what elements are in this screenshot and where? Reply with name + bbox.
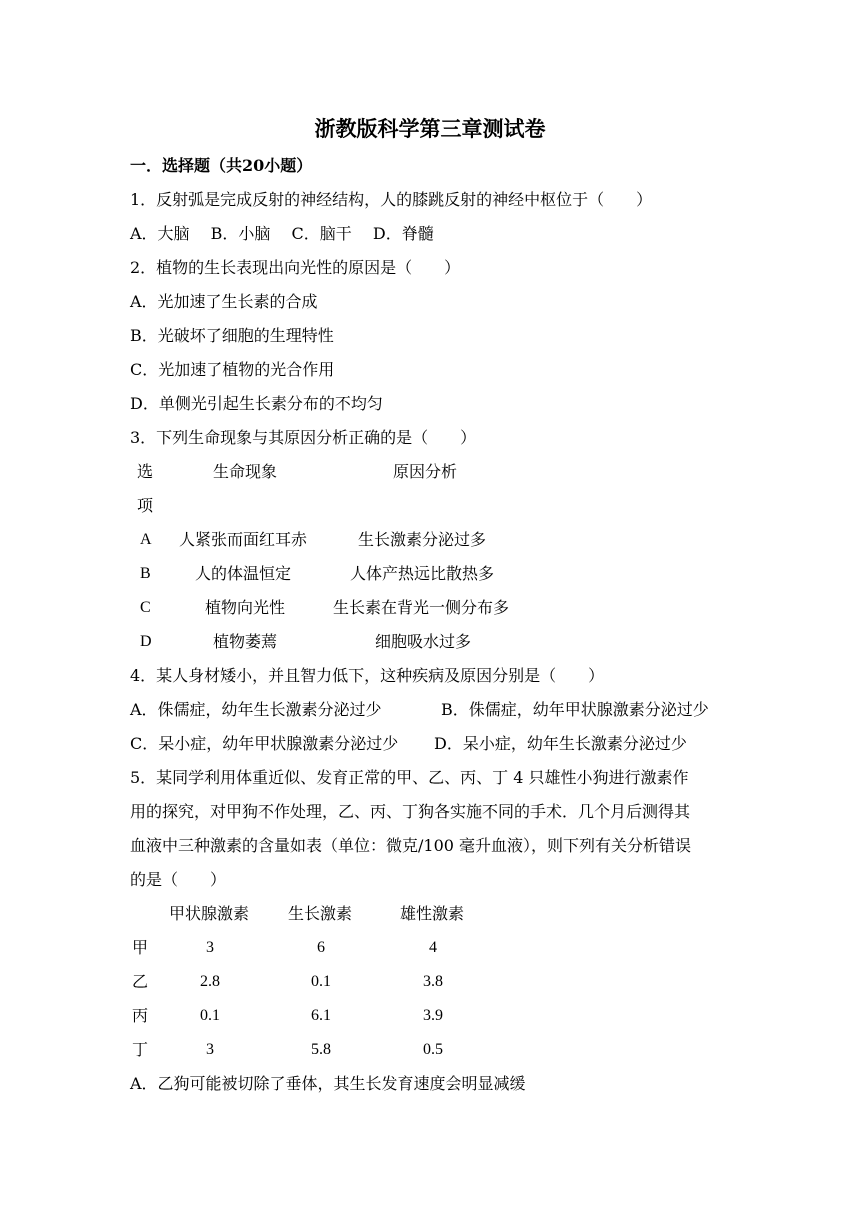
table-cell: 5.8 bbox=[311, 1041, 331, 1058]
table-header-thyroid: 甲状腺激素 bbox=[169, 904, 250, 923]
table-row-key: C bbox=[140, 599, 151, 616]
question-1-options bbox=[130, 224, 434, 244]
table-row-phenomenon: 人的体温恒定 bbox=[195, 564, 292, 583]
table-cell: 3 bbox=[206, 939, 214, 956]
table-row-phenomenon: 植物萎蔫 bbox=[213, 632, 278, 651]
table-row-dog: 乙 bbox=[132, 972, 149, 991]
table-row-dog: 丁 bbox=[132, 1040, 149, 1059]
option-a: A．大脑 bbox=[130, 224, 190, 243]
question-3-stem: 3．下列生命现象与其原因分析正确的是（ ） bbox=[130, 428, 477, 447]
option-a: A．光加速了生长素的合成 bbox=[130, 292, 318, 311]
table-cell: 6 bbox=[317, 939, 325, 956]
question-5-stem-line: 用的探究，对甲狗不作处理，乙、丙、丁狗各实施不同的手术．几个月后测得其 bbox=[130, 802, 691, 821]
question-2-stem: 2．植物的生长表现出向光性的原因是（ ） bbox=[130, 258, 461, 277]
table-header-cause: 原因分析 bbox=[393, 462, 458, 481]
option-b: B．小脑 bbox=[210, 224, 271, 243]
table-header-growth: 生长激素 bbox=[288, 904, 353, 923]
table-cell: 0.1 bbox=[200, 1007, 220, 1024]
option-c: C．光加速了植物的光合作用 bbox=[130, 360, 335, 379]
table-row-phenomenon: 植物向光性 bbox=[205, 598, 286, 617]
table-header-option-2: 项 bbox=[137, 496, 154, 515]
option-b: B．侏儒症，幼年甲状腺激素分泌过少 bbox=[441, 700, 709, 719]
table-row-dog: 甲 bbox=[132, 938, 149, 957]
table-header-option: 选 bbox=[137, 462, 154, 481]
option-b: B．光破坏了细胞的生理特性 bbox=[130, 326, 334, 345]
question-1-stem: 1．反射弧是完成反射的神经结构，人的膝跳反射的神经中枢位于（ ） bbox=[130, 190, 653, 209]
table-cell: 3.9 bbox=[423, 1007, 443, 1024]
page-title: 浙教版科学第三章测试卷 bbox=[314, 116, 546, 141]
option-d: D．脊髓 bbox=[372, 224, 434, 243]
table-header-androgen: 雄性激素 bbox=[400, 904, 465, 923]
option-a: A．侏儒症，幼年生长激素分泌过少 bbox=[130, 700, 382, 719]
question-5-stem-line: 血液中三种激素的含量如表（单位：微克/100 毫升血液），则下列有关分析错误 bbox=[130, 836, 692, 855]
question-5-stem-line: 的是（ ） bbox=[130, 870, 227, 889]
table-row-cause: 生长素在背光一侧分布多 bbox=[333, 598, 510, 617]
option-d: D．单侧光引起生长素分布的不均匀 bbox=[130, 394, 383, 413]
option-a: A．乙狗可能被切除了垂体，其生长发育速度会明显减缓 bbox=[130, 1074, 526, 1093]
option-d: D．呆小症，幼年生长激素分泌过少 bbox=[434, 734, 687, 753]
table-cell: 2.8 bbox=[200, 973, 220, 990]
option-c: C．呆小症，幼年甲状腺激素分泌过少 bbox=[130, 734, 399, 753]
table-row-key: A bbox=[140, 531, 152, 548]
table-row-key: B bbox=[140, 565, 151, 582]
table-cell: 0.1 bbox=[311, 973, 331, 990]
table-cell: 0.5 bbox=[423, 1041, 443, 1058]
table-row-key: D bbox=[140, 633, 152, 650]
table-cell: 4 bbox=[429, 939, 437, 956]
table-header-phenomenon: 生命现象 bbox=[213, 462, 278, 481]
question-4-stem: 4．某人身材矮小，并且智力低下，这种疾病及原因分别是（ ） bbox=[130, 666, 605, 685]
table-cell: 6.1 bbox=[311, 1007, 331, 1024]
table-row-cause: 人体产热远比散热多 bbox=[350, 564, 495, 583]
table-row-cause: 生长激素分泌过多 bbox=[358, 530, 487, 549]
question-5-stem-line: 5．某同学利用体重近似、发育正常的甲、乙、丙、丁 4 只雄性小狗进行激素作 bbox=[130, 768, 689, 787]
section-heading: 一．选择题（共20小题） bbox=[130, 156, 313, 175]
table-row-phenomenon: 人紧张而面红耳赤 bbox=[179, 530, 308, 549]
option-c: C．脑干 bbox=[291, 224, 352, 243]
table-cell: 3.8 bbox=[423, 973, 443, 990]
table-row-cause: 细胞吸水过多 bbox=[375, 632, 472, 651]
table-row-dog: 丙 bbox=[132, 1006, 149, 1025]
table-cell: 3 bbox=[206, 1041, 214, 1058]
